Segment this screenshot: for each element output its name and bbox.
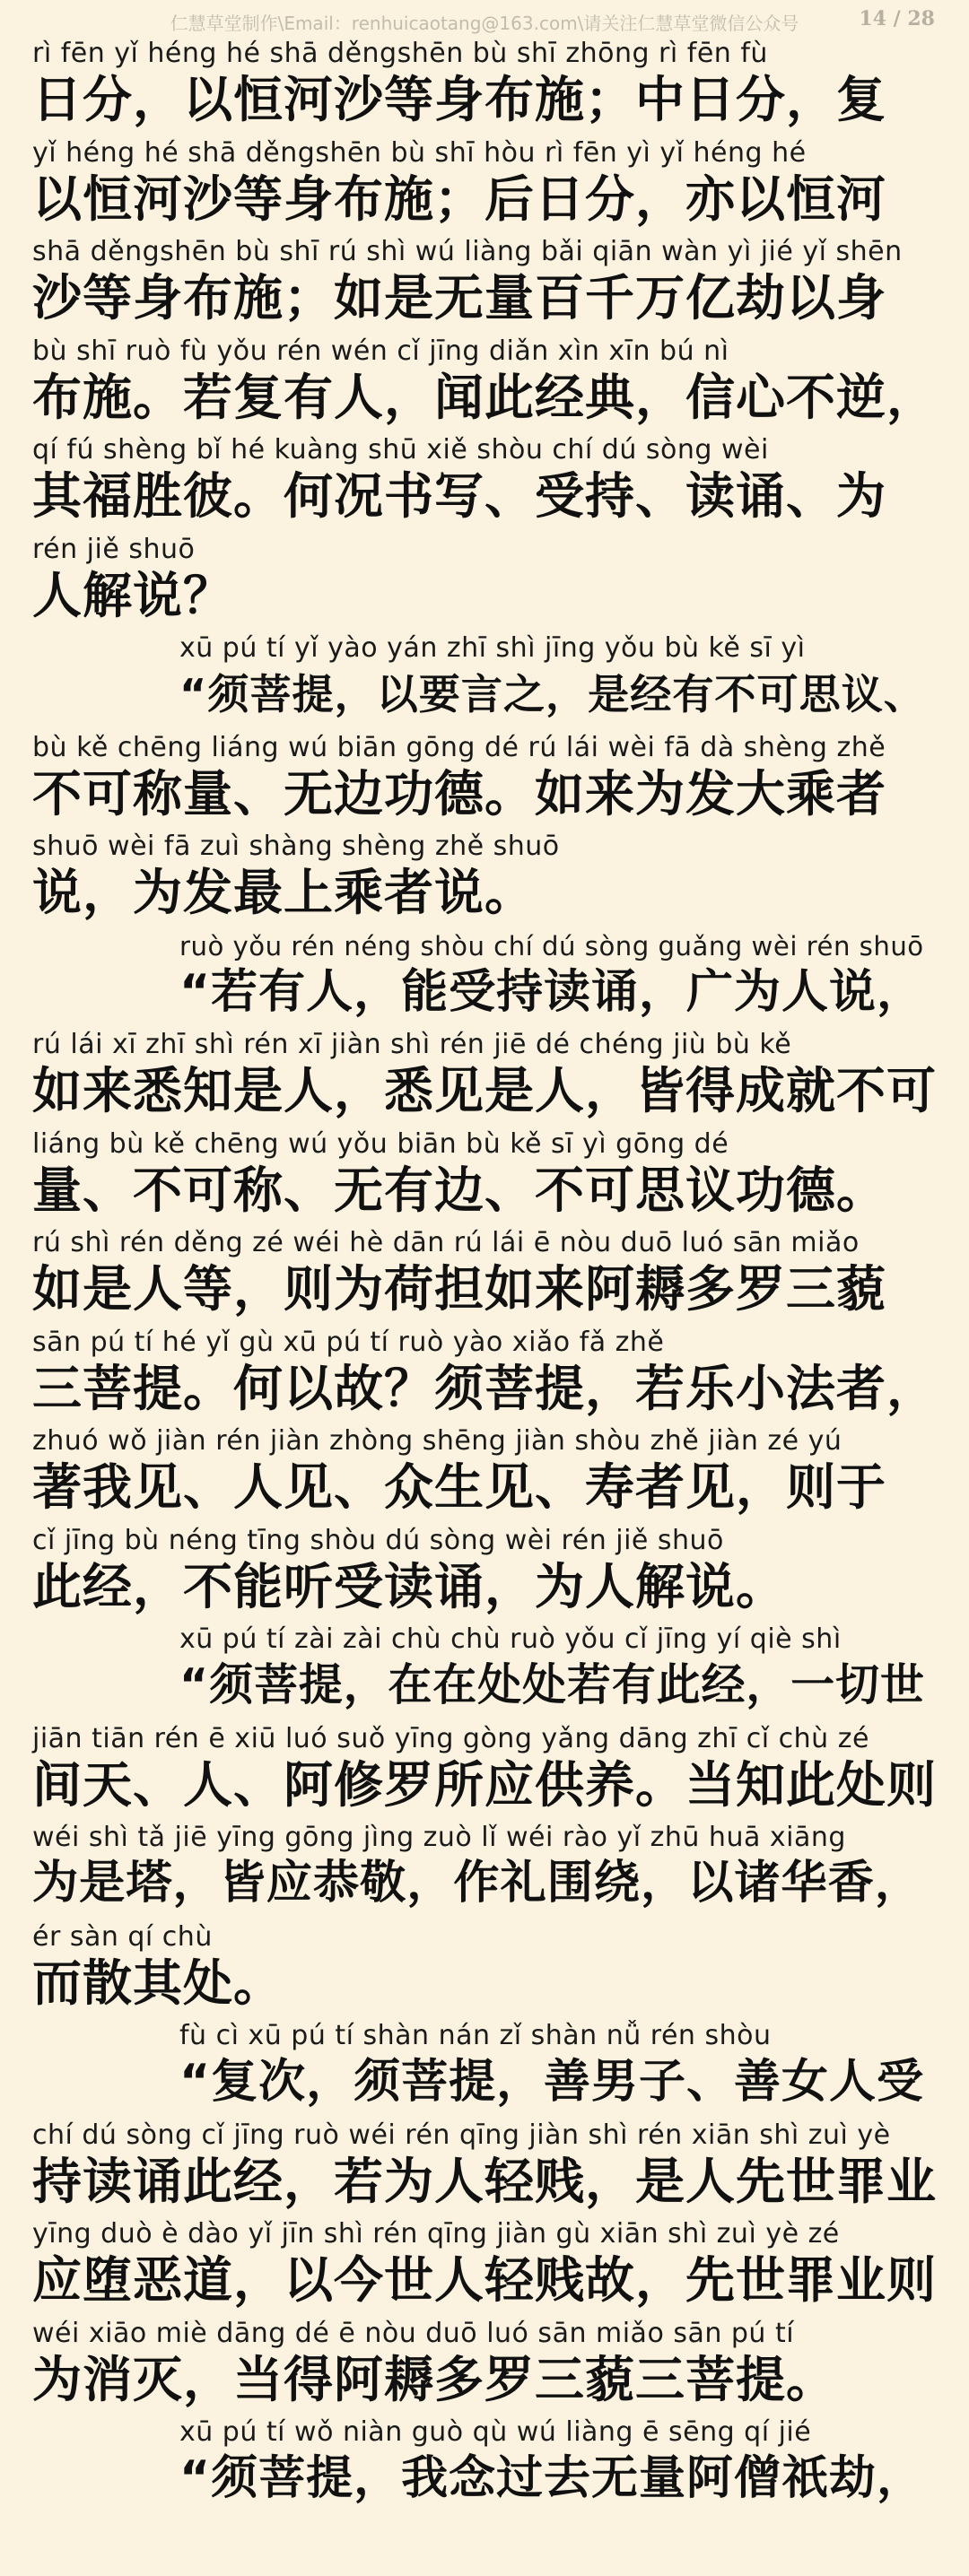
chinese-text: 沙等身布施；如是无量百千万亿劫以身 [32,269,887,326]
pinyin-annotation: xū pú tí wǒ niàn guò qù wú liàng ē sēng qí jié [179,2416,812,2448]
pinyin-annotation: jiān tiān rén ē xiū luó suǒ yīng gòng yǎng dāng zhī cǐ chù zé [32,1722,869,1754]
chinese-text: 人解说？ [32,566,234,624]
chinese-text: 日分，以恒河沙等身布施；中日分，复 [32,71,887,128]
pinyin-annotation: ruò yǒu rén néng shòu chí dú sòng guǎng wèi rén shuō [179,930,924,962]
pinyin-annotation: rú shì rén děng zé wéi hè dān rú lái ē nòu duō luó sān miǎo [32,1227,860,1258]
pinyin-annotation: bù kě chēng liáng wú biān gōng dé rú lái wèi fā dà shèng zhě [32,731,886,763]
pinyin-annotation: wéi xiāo miè dāng dé ē nòu duō luó sān miǎo sān pú tí [32,2317,795,2349]
chinese-text: “须菩提，以要言之，是经有不可思议、 [179,670,926,718]
chinese-text: 说，为发最上乘者说。 [32,864,536,921]
chinese-text: 量、不可称、无有边、不可思议功德。 [32,1161,887,1219]
page-header [0,5,969,32]
pinyin-annotation: ér sàn qí chù [32,1920,213,1953]
chinese-text: 为是塔，皆应恭敬，作礼围绕，以诸华香， [32,1857,921,1910]
pinyin-annotation: xū pú tí yǐ yào yán zhī shì jīng yǒu bù kě sī yì [179,632,806,664]
pinyin-annotation: xū pú tí zài zài chù chù ruò yǒu cǐ jīng yí qiè shì [179,1623,842,1655]
text-line [32,1423,938,1523]
chinese-text: 以恒河沙等身布施；后日分，亦以恒河 [32,170,887,228]
pinyin-annotation: yīng duò è dào yǐ jīn shì rén qīng jiàn gù xiān shì zuì yè zé [32,2218,840,2250]
pinyin-annotation: fù cì xū pú tí shàn nán zǐ shàn nǚ rén shòu [179,2020,772,2051]
pinyin-annotation: rú lái xī zhī shì rén xī jiàn shì rén jiē dé chéng jiù bù kě [32,1029,792,1060]
chinese-text: 不可称量、无边功德。如来为发大乘者 [32,764,887,822]
text-line [32,1919,938,2019]
chinese-text: 如来悉知是人，悉见是人，皆得成就不可 [32,1062,938,1119]
text-line [32,1027,938,1127]
text-line [32,2415,938,2514]
pinyin-annotation: cǐ jīng bù néng tīng shòu dú sòng wèi rén jiě shuō [32,1524,724,1556]
pinyin-annotation: rì fēn yǐ héng hé shā děngshēn bù shī zhōng rì fēn fù [32,38,768,69]
page-number: 14 / 28 [859,7,935,30]
chinese-text: “若有人，能受持读诵，广为人说， [179,964,924,1019]
text-line [32,1622,938,1721]
chinese-text: 著我见、人见、众生见、寿者见，则于 [32,1458,887,1516]
chinese-text: 如是人等，则为荷担如来阿耨多罗三藐 [32,1260,887,1318]
chinese-text: 布施。若复有人，闻此经典，信心不逆， [32,368,938,426]
chinese-text: 应堕恶道，以今世人轻贱故，先世罪业则 [32,2251,938,2309]
text-line [32,432,938,532]
pinyin-annotation: shā děngshēn bù shī rú shì wú liàng bǎi qiān wàn yì jié yǐ shēn [32,236,903,267]
text-line [32,2216,938,2316]
text-line [32,135,938,235]
text-line [32,1523,938,1623]
text-line [32,334,938,433]
pinyin-annotation: rén jiě shuō [32,533,196,565]
pinyin-annotation: zhuó wǒ jiàn rén jiàn zhòng shēng jiàn shòu zhě jiàn zé yú [32,1425,842,1457]
chinese-text: “须菩提，我念过去无量阿僧祇劫， [179,2451,924,2505]
pinyin-annotation: sān pú tí hé yǐ gù xū pú tí ruò yào xiǎo fǎ zhě [32,1326,665,1358]
chinese-text: 此经，不能听受读诵，为人解说。 [32,1557,787,1615]
pinyin-annotation: chí dú sòng cǐ jīng ruò wéi rén qīng jiàn shì rén xiān shì zuì yè [32,2119,891,2151]
pinyin-annotation: bù shī ruò fù yǒu rén wén cǐ jīng diǎn xìn xīn bú nì [32,335,729,367]
text-line [32,1127,938,1226]
text-line [32,2316,938,2415]
text-line [32,1721,938,1821]
chinese-text: “复次，须菩提，善男子、善女人受 [179,2055,924,2109]
chinese-text: 为消灭，当得阿耨多罗三藐三菩提。 [32,2350,837,2408]
text-line [32,532,938,631]
text-line [32,928,938,1028]
pinyin-annotation: liáng bù kě chēng wú yǒu biān bù kě sī yì gōng dé [32,1127,729,1160]
text-line [32,1325,938,1424]
pinyin-annotation: yǐ héng hé shā děngshēn bù shī hòu rì fēn yì yǐ héng hé [32,136,807,169]
chinese-text: 间天、人、阿修罗所应供养。当知此处则 [32,1755,938,1814]
text-line [32,2118,938,2217]
sutra-text-body [32,36,938,2514]
text-line [32,631,938,730]
pinyin-annotation: shuō wèi fā zuì shàng shèng zhě shuō [32,831,560,862]
chinese-text: 而散其处。 [32,1954,284,2012]
chinese-text: 其福胜彼。何况书写、受持、读诵、为 [32,467,887,525]
pinyin-annotation: qí fú shèng bǐ hé kuàng shū xiě shòu chí dú sòng wèi [32,434,769,466]
text-line [32,1225,938,1325]
text-line [32,234,938,334]
text-line [32,2018,938,2118]
text-line [32,829,938,928]
chinese-text: 三菩提。何以故？须菩提，若乐小法者， [32,1359,938,1417]
chinese-text: 持读诵此经，若为人轻贱，是人先世罪业 [32,2152,938,2210]
text-line [32,1820,938,1919]
header-credit: 仁慧草堂制作\Email：renhuicaotang@163.com\请关注仁慧草堂微信公众号 [170,13,799,34]
text-line [32,36,938,135]
chinese-text: “须菩提，在在处处若有此经，一切世 [179,1659,925,1710]
pinyin-annotation: wéi shì tǎ jiē yīng gōng jìng zuò lǐ wéi rào yǐ zhū huā xiāng [32,1822,846,1853]
text-line [32,730,938,830]
